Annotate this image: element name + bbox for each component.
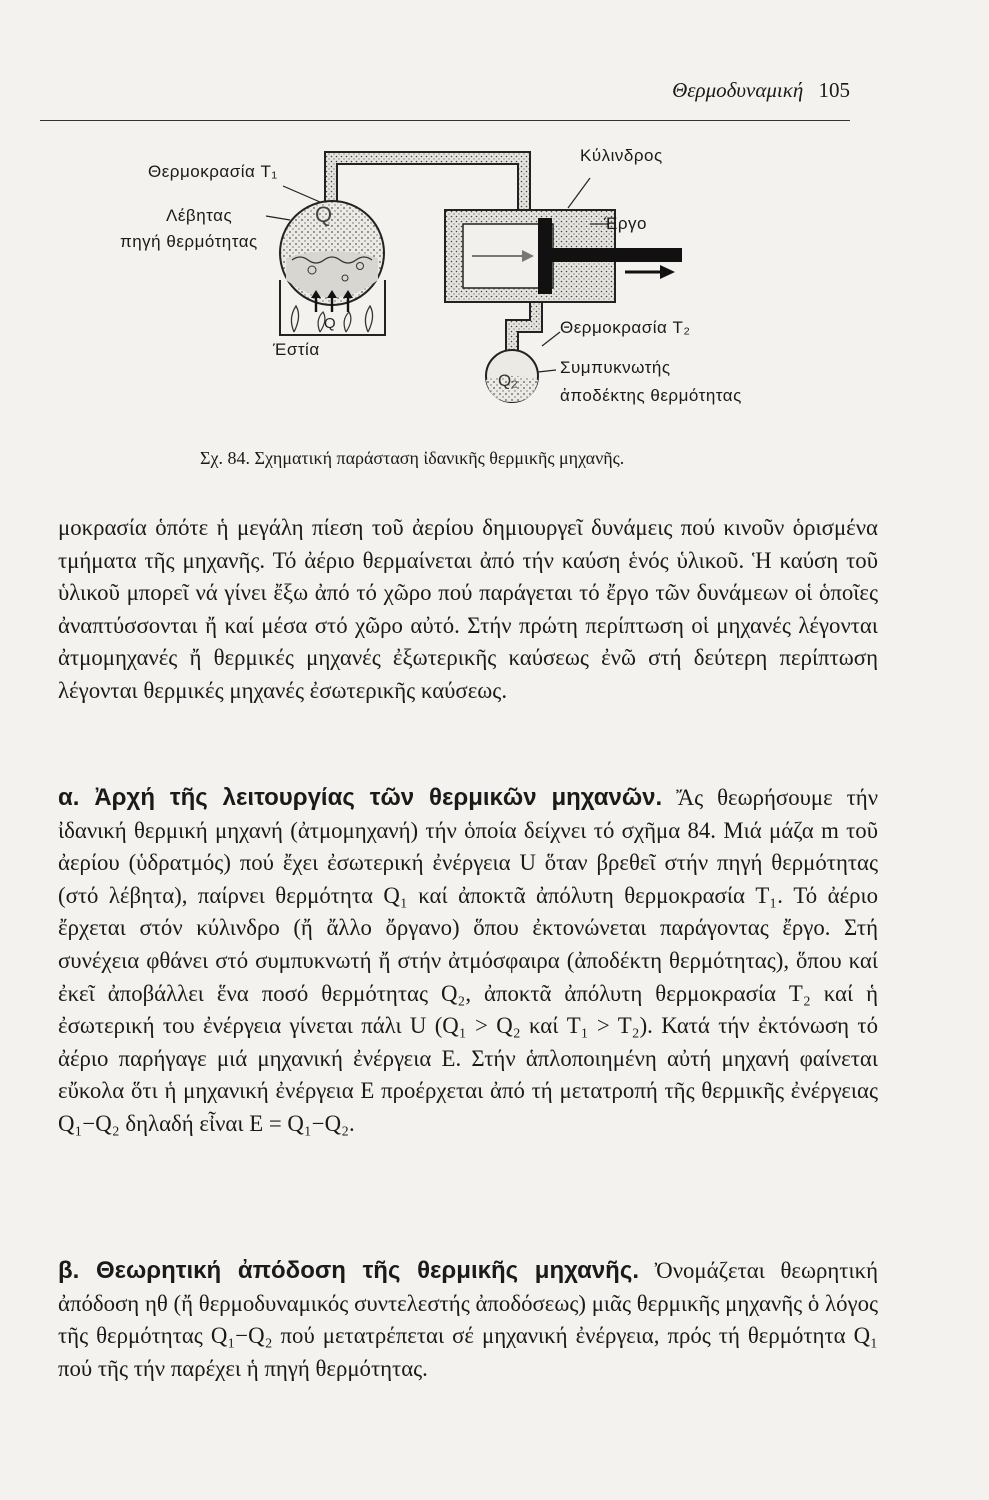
- condenser: [486, 350, 538, 402]
- section-a: [58, 782, 878, 1141]
- piston: [538, 218, 552, 294]
- label-temp-t2: Θερμοκρασία T₂: [560, 318, 691, 337]
- label-boiler: Λέβητας: [166, 206, 233, 225]
- figure-84: [120, 140, 820, 490]
- label-condenser: Συμπυκνωτής: [560, 358, 671, 377]
- label-cylinder: Κύλινδρος: [580, 146, 663, 165]
- section-b-text: Ὀνομάζεται θεωρητική ἀπόδοση ηθ (ἤ θερμοδυναμικός συντελεστής ἀποδόσεως) μιᾶς θερμικῆς μηχανῆς ὁ λόγος τῆς θερμότητας Q₁−Q₂ πού μετατρέπεται σέ μηχανική ἐνέργεια, πρός τή θερμότητα Q₁ πού τῆς τήν παρέχει ἡ πηγή θερμότητας.: [58, 1258, 878, 1381]
- piston-rod: [552, 248, 682, 262]
- label-temp-t1: Θερμοκρασία T₁: [148, 162, 278, 181]
- page-number: 105: [818, 78, 850, 102]
- label-heat-receiver: ἀποδέκτης θερμότητας: [560, 386, 742, 405]
- leader-condenser: [538, 370, 556, 372]
- work-arrow-head: [660, 265, 675, 279]
- label-heat-source: πηγή θερμότητας: [120, 232, 258, 251]
- hearth-q-label: Q: [324, 315, 336, 332]
- label-work: Έργο: [604, 214, 647, 233]
- section-b: [58, 1255, 878, 1385]
- boiler-q-label: Q: [315, 202, 333, 227]
- boiler: [280, 201, 384, 305]
- leader-temp-t1: [283, 186, 320, 202]
- section-a-text: Ἄς θεωρήσουμε τήν ἰδανική θερμική μηχανή (ἀτμομηχανή) τήν ὁποία δείχνει τό σχῆμα 84. Μιά μάζα m τοῦ ἀερίου (ὑδρατμός) πού ἔχει ἐσωτερική ἐνέργεια U ὅταν βρεθεῖ στήν πηγή θερμότητας (στό λέβητα), παίρνει θερμότητα Q₁ καί ἀποκτᾶ ἀπόλυτη θερμοκρασία T₁. Τό ἀέριο ἔρχεται στόν κύλινδρο (ἤ ἄλλο ὄργανο) ὅπου ἐκτονώνεται παράγοντας ἔργο. Στή συνέχεια φθάνει στό συμπυκνωτή ἤ στήν ἀτμόσφαιρα (ἀποδέκτη θερμότητας), ὅπου καί ἐκεῖ ἀποβάλλει ἕνα ποσό θερμότητας Q₂, ἀποκτᾶ ἀπόλυτη θερμοκρασία T₂ καί ἡ ἐσωτερική του ἐνέργεια γίνεται πάλι U (Q₁ > Q₂ καί T₁ > T₂). Κατά τήν ἐκτόνωση τό ἀέριο παρήγαγε μιά μηχανική ἐνέργεια E. Στήν ἁπλοποιημένη αὐτή μηχανή φαίνεται εὔκολα ὅτι ἡ μηχανική ἐνέργεια E προέρχεται ἀπό τή μετατροπή τῆς θερμικῆς ἐνέργειας Q₁−Q₂ δηλαδή εἶναι E = Q₁−Q₂.: [58, 785, 879, 1136]
- paragraph-intro: μοκρασία ὁπότε ἡ μεγάλη πίεση τοῦ ἀερίου δημιουργεῖ δυνάμεις πού κινοῦν ὁρισμένα τμήματα τῆς μηχανῆς. Τό ἀέριο θερμαίνεται ἀπό τήν καύση ἑνός ὑλικοῦ. Ἡ καύση τοῦ ὑλικοῦ μπορεῖ νά γίνει ἔξω ἀπό τό χῶρο πού παράγεται τό ἔργο τῶν δυνάμεων οἱ ὁποῖες ἀναπτύσσονται ἤ καί μέσα στό χῶρο αὐτό. Στήν πρώτη περίπτωση οἱ μηχανές λέγονται ἀτμομηχανές ἤ θερμικές μηχανές ἐξωτερικῆς καύσεως ἐνῶ στή δεύτερη περίπτωση λέγονται θερμικές μηχανές ἐσωτερικῆς καύσεως.: [58, 515, 878, 703]
- page-header: [40, 78, 850, 108]
- leader-cylinder: [568, 178, 590, 208]
- running-title: Θερμοδυναμική: [672, 78, 804, 102]
- section-b-heading: β. Θεωρητική ἀπόδοση τῆς θερμικῆς μηχανῆς.: [58, 1257, 639, 1284]
- label-hearth: Έστία: [273, 340, 320, 359]
- section-a-heading: α. Ἀρχή τῆς λειτουργίας τῶν θερμικῶν μηχανῶν.: [58, 784, 663, 811]
- header-rule: [40, 120, 850, 121]
- heat-engine-diagram: [120, 140, 820, 490]
- condenser-q2-label: Q₂: [498, 371, 518, 390]
- figure-caption: Σχ. 84. Σχηματική παράσταση ἰδανικῆς θερμικῆς μηχανῆς.: [200, 448, 625, 468]
- leader-temp-t2: [542, 332, 560, 346]
- leader-boiler: [266, 216, 290, 220]
